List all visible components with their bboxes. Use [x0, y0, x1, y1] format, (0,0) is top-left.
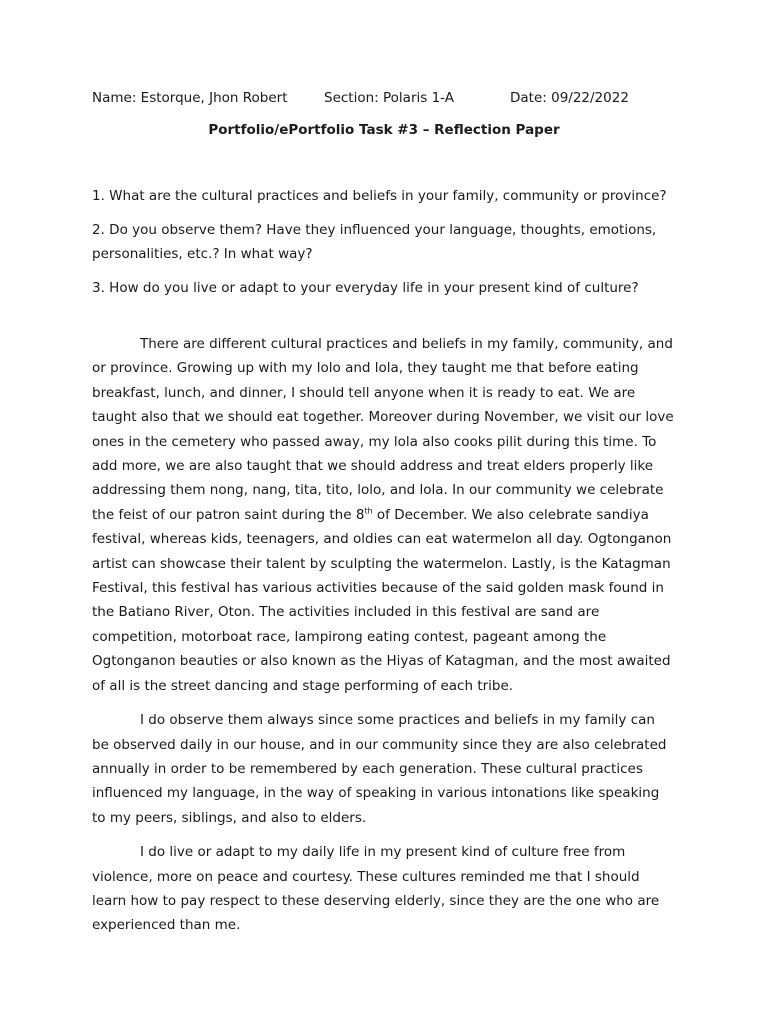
ordinal-suffix: th — [364, 506, 373, 516]
question-2: 2. Do you observe them? Have they influenced your language, thoughts, emotions, personalities, etc.? In what way? — [92, 222, 657, 262]
student-name: Name: Estorque, Jhon Robert — [92, 90, 288, 106]
question-1: 1. What are the cultural practices and beliefs in your family, community or province? — [92, 188, 667, 204]
header-row — [92, 88, 652, 108]
answer-1-part-b: of December. We also celebrate sandiya festival, whereas kids, teenagers, and oldies can eat watermelon all day. Ogtonganon artist can showcase their talent by sculpting the watermelon. Lastly, is the Katagman Festival, this festival has various activities because of the said golden mask found in the Batiano River, Oton. The activities included in this festival are sand are competition, motorboat race, lampirong eating contest, pageant among the Ogtonganon beauties or also known as the Hiyas of Katagman, and the most awaited of all is the street dancing and stage performing of each tribe. — [92, 506, 672, 694]
answer-1-part-a: There are different cultural practices and beliefs in my family, community, and or province. Growing up with my lolo and lola, they taught me that before eating breakfast, lunch, and dinner, I should tell anyone when it is ready to eat. We are taught also that we should eat together. Moreover during November, we visit our love ones in the cemetery who passed away, my lola also cooks pilit during this time. To add more, we are also taught that we should address and treat elders properly like addressing them nong, nang, tita, tito, lolo, and lola. In our community we celebrate the feist of our patron saint during the 8 — [92, 336, 674, 523]
questions-list — [92, 184, 676, 310]
answer-paragraph-1 — [92, 332, 676, 698]
student-section: Section: Polaris 1-A — [324, 90, 454, 106]
answer-paragraph-3: I do live or adapt to my daily life in my present kind of culture free from violence, more on peace and courtesy. These cultures reminded me that I should learn how to pay respect to these deserving elderly, since they are the one who are experienced than me. — [92, 844, 660, 934]
document-date: Date: 09/22/2022 — [510, 90, 629, 106]
answer-paragraph-2: I do observe them always since some practices and beliefs in my family can be observed daily in our house, and in our community since they are also celebrated annually in order to be remembered by each generation. These cultural practices influenced my language, in the way of speaking in various intonations like speaking to my peers, siblings, and also to elders. — [92, 712, 667, 826]
question-3: 3. How do you live or adapt to your everyday life in your present kind of culture? — [92, 280, 639, 296]
document-title: Portfolio/ePortfolio Task #3 – Reflection Paper — [208, 122, 560, 138]
answers-body — [92, 332, 676, 948]
